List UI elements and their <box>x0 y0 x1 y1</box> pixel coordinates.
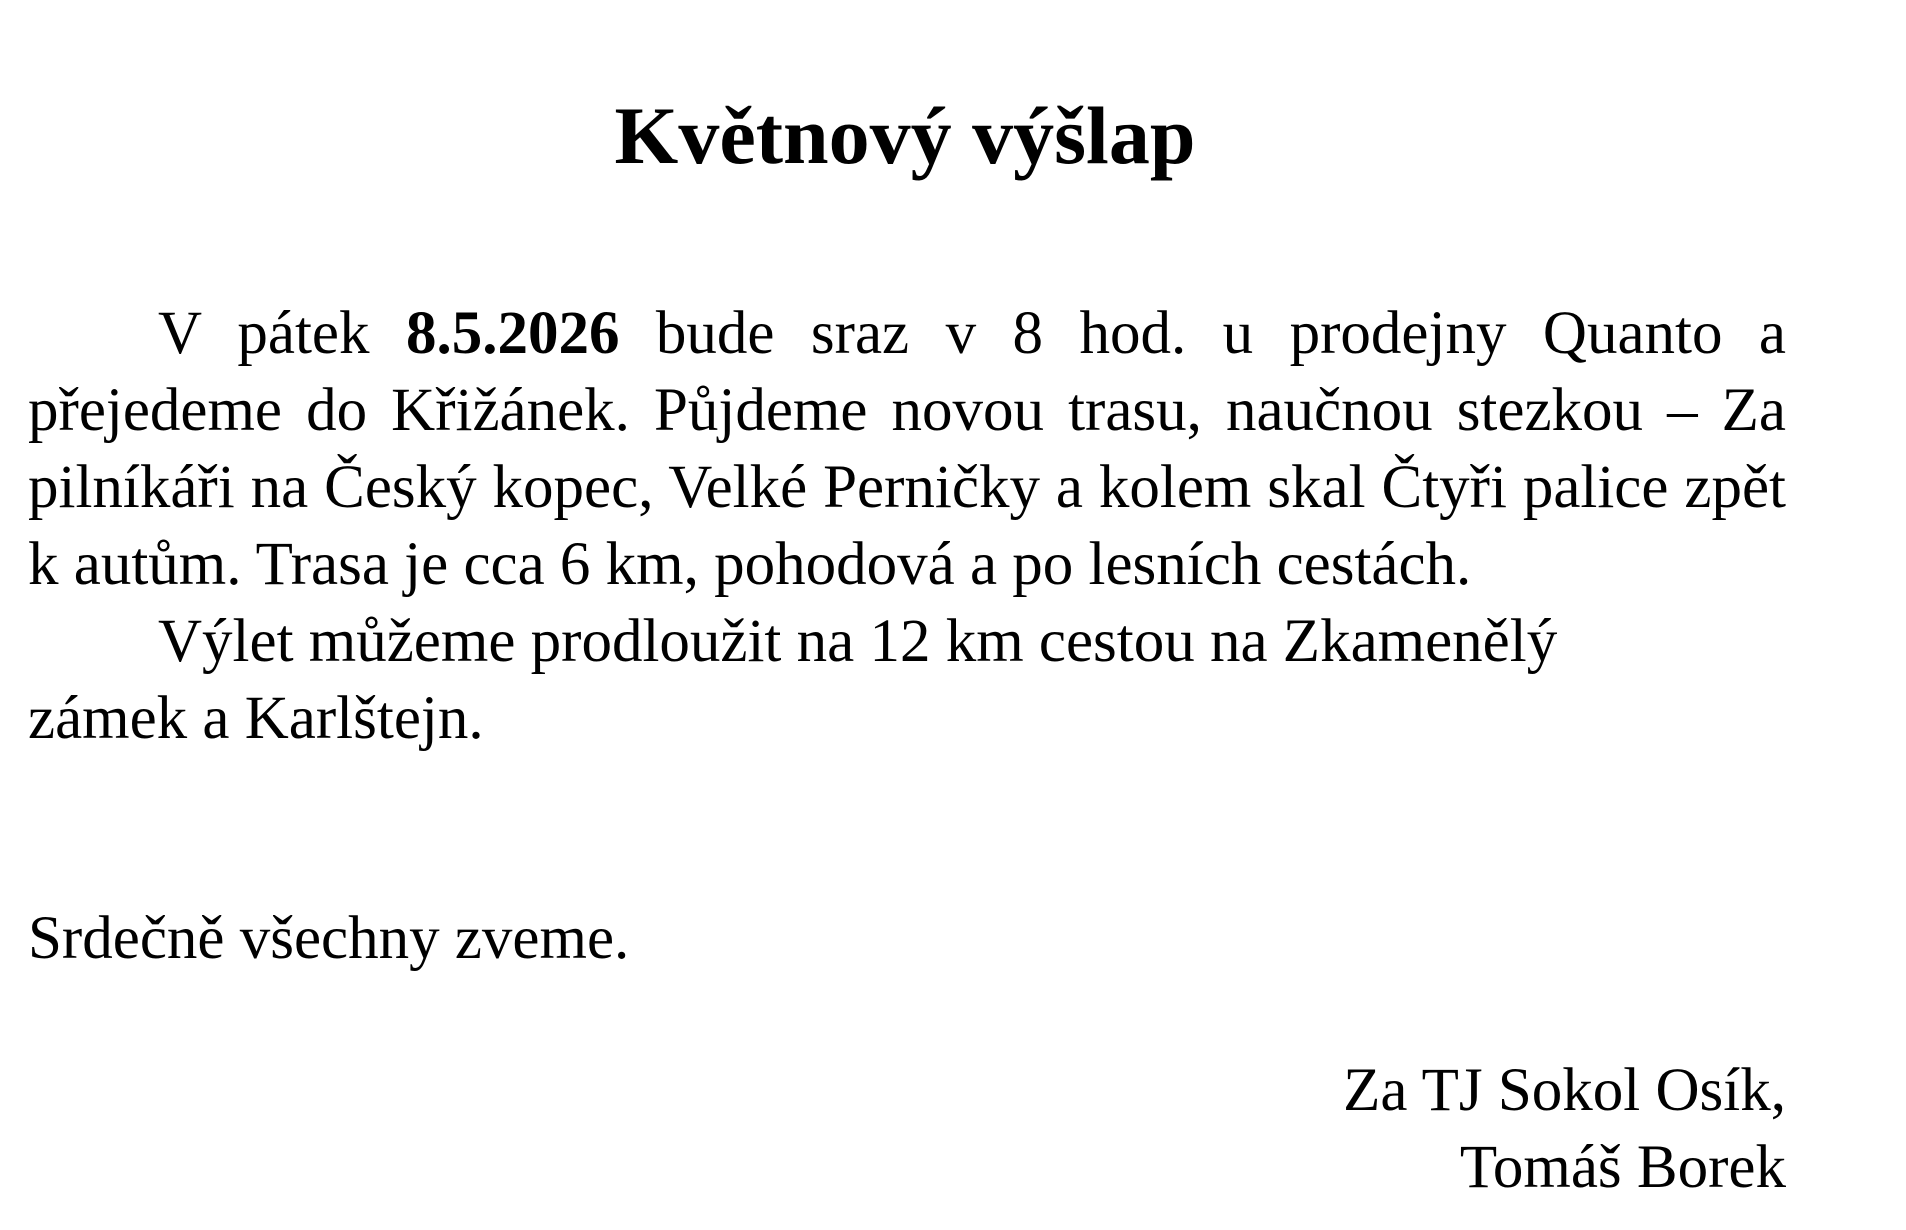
paragraph-meeting-info <box>28 295 1786 603</box>
signature-name: Tomáš Borek <box>1459 1134 1786 1201</box>
paragraph-route-text: bude sraz v 8 hod. u prodejny Quanto a přejedeme do Křižánek. Půjdeme novou trasu, naučnou stezkou – Za pilníkáři na Český kopec, Velké Perničky a kolem skal Čtyři palice zpět k autům. Trasa je cca 6 km, pohodová a po lesních cestách. <box>28 300 1786 598</box>
paragraph-intro-text: V pátek <box>158 300 406 367</box>
signature-block <box>28 1052 1786 1206</box>
paragraph-extension-info: Výlet můžeme prodloužit na 12 km cestou na Zkamenělý zámek a Karlštejn. <box>28 608 1558 752</box>
event-date: 8.5.2026 <box>405 300 620 367</box>
document-title: Květnový výšlap <box>614 90 1196 181</box>
closing-line: Srdečně všechny zveme. <box>28 905 630 972</box>
document-body <box>28 295 1786 757</box>
signature-organization: Za TJ Sokol Osík, <box>1343 1057 1786 1124</box>
